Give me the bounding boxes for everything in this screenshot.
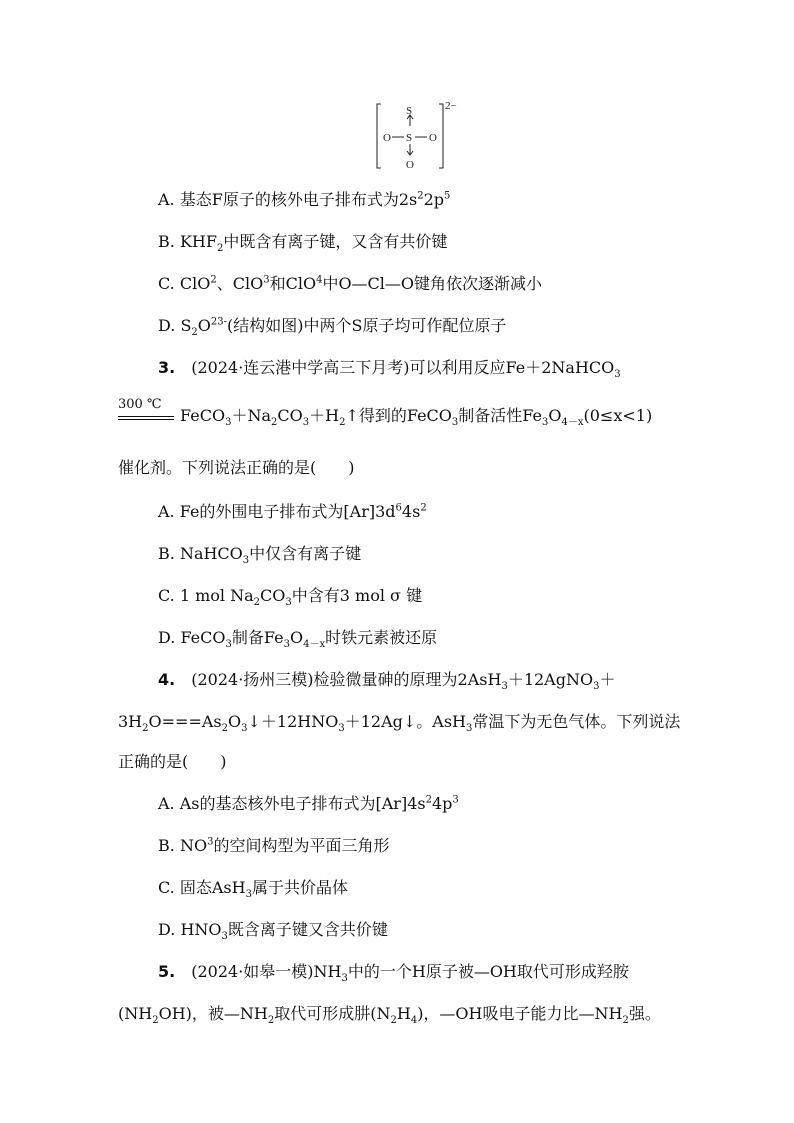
q3-stem-line2: $FeCO_3+Na_2CO_3+H_2↑$得到的FeCO$_3$制备活性$Fe_3O_{4-x}(0\le x<1)$ bbox=[180, 406, 653, 429]
q4-stem-line3: 正确的是( ) bbox=[118, 752, 227, 771]
q4-option-b[interactable]: B. $NO^3$的空间构型为平面三角形 bbox=[158, 836, 390, 855]
reaction-condition: 300 ℃ bbox=[118, 398, 178, 428]
atom-o-left: O bbox=[383, 132, 391, 144]
atom-o-right: O bbox=[429, 132, 437, 144]
atom-s-top: S bbox=[406, 105, 413, 117]
q3-option-c[interactable]: C. 1 mol $Na_2CO_3$中含有3 mol σ 键 bbox=[158, 586, 423, 609]
q3-option-a[interactable]: A. Fe的外围电子排布式为$[Ar]3d^64s^2$ bbox=[158, 502, 427, 521]
q3-option-d[interactable]: D. FeCO$_3$制备$Fe_3O_{4-x}$时铁元素被还原 bbox=[158, 628, 438, 651]
q2-option-d[interactable]: D. $S_2O^{23-}$(结构如图)中两个S原子均可作配位原子 bbox=[158, 316, 507, 339]
q4-stem-line1: 4. (2024·扬州三模)检验微量砷的原理为2AsH$_3$＋12AgNO$_3$＋ bbox=[158, 670, 616, 693]
q5-stem-line2: $(NH_2OH)$，被$—NH_2$取代可形成肼$(N_2H_4)$，—OH吸电子能力比$—NH_2$强。 bbox=[118, 1004, 661, 1027]
q4-stem-line2: $3H_2O===As_2O_3↓+12HNO_3+12Ag↓$。AsH$_3$常温下为无色气体。下列说法 bbox=[118, 712, 681, 735]
atom-s-center: S bbox=[406, 132, 413, 144]
thiosulfate-structure-diagram bbox=[375, 100, 455, 172]
q2-option-c[interactable]: C. ClO$^2$、ClO$^3$和ClO$^4$中O—Cl—O键角依次逐渐减小 bbox=[158, 274, 543, 293]
q4-option-a[interactable]: A. As的基态核外电子排布式为$[Ar]4s^24p^3$ bbox=[158, 794, 459, 813]
q4-option-d[interactable]: D. $HNO_3$既含离子键又含共价键 bbox=[158, 920, 388, 943]
q4-option-c[interactable]: C. 固态AsH$_3$属于共价晶体 bbox=[158, 878, 348, 901]
atom-o-bottom: O bbox=[406, 159, 414, 171]
q2-option-a[interactable]: A. 基态F原子的核外电子排布式为$2s^22p^5$ bbox=[158, 190, 451, 209]
q2-option-b[interactable]: B. $KHF_2$中既含有离子键，又含有共价键 bbox=[158, 232, 448, 255]
structure-charge: 2− bbox=[445, 100, 457, 112]
q5-stem-line1: 5. (2024·如皋一模)$NH_3$中的一个H原子被—OH取代可形成羟胺 bbox=[158, 962, 629, 985]
q3-stem-line1: 3. (2024·连云港中学高三下月考)可以利用反应Fe＋2NaHCO$_3$ bbox=[158, 358, 621, 381]
q3-option-b[interactable]: B. NaHCO$_3$中仅含有离子键 bbox=[158, 544, 362, 567]
q3-stem-line3: 催化剂。下列说法正确的是( ) bbox=[118, 458, 355, 477]
